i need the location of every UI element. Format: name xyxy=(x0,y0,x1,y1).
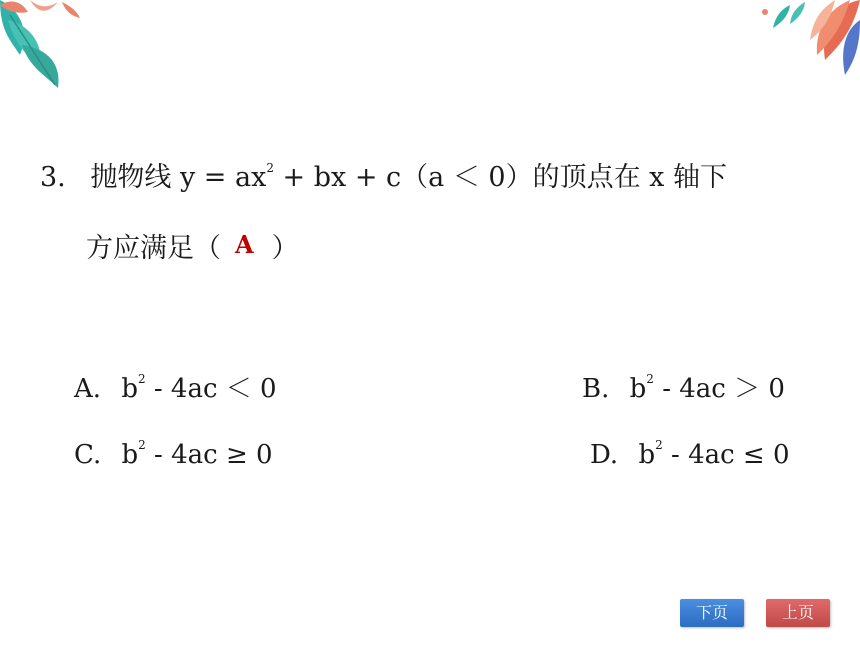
question-number: 3. xyxy=(40,162,66,193)
option-a-label: A. xyxy=(74,374,102,404)
option-c-base: b xyxy=(121,440,139,470)
question-close-paren: ） xyxy=(271,233,299,264)
option-b-base: b xyxy=(629,374,647,404)
option-c xyxy=(74,438,273,470)
question-text-line2: 方应满足（ xyxy=(86,233,221,264)
floral-decoration-left xyxy=(0,0,90,95)
option-d-text: - 4ac ≤ 0 xyxy=(662,440,790,470)
option-a xyxy=(74,368,277,405)
option-b-exponent: 2 xyxy=(646,372,654,386)
option-b-label: B. xyxy=(582,374,610,404)
option-a-base: b xyxy=(121,374,138,404)
question-exponent: 2 xyxy=(266,161,274,175)
option-d-label: D. xyxy=(590,440,619,470)
option-c-exponent: 2 xyxy=(138,438,146,452)
question-line-2 xyxy=(86,226,299,265)
option-b-text: - 4ac ＞ 0 xyxy=(653,374,785,404)
floral-decoration-right xyxy=(735,0,860,75)
option-c-text: - 4ac ≥ 0 xyxy=(145,440,273,470)
question-line-1 xyxy=(40,150,840,196)
option-b xyxy=(582,368,785,405)
next-page-button[interactable]: 下页 xyxy=(680,599,744,627)
option-d-exponent: 2 xyxy=(655,438,663,452)
option-c-label: C. xyxy=(74,440,102,470)
previous-page-button[interactable]: 上页 xyxy=(766,599,830,627)
option-a-text: - 4ac ＜ 0 xyxy=(145,374,277,404)
option-d-base: b xyxy=(638,440,656,470)
question-text-part1: 抛物线 y = ax xyxy=(90,162,267,193)
question-text-part2: + bx + c（a ＜ 0）的顶点在 x 轴下 xyxy=(273,162,727,193)
option-d xyxy=(590,438,790,470)
answer-letter: A xyxy=(235,230,254,259)
option-a-exponent: 2 xyxy=(137,372,146,386)
